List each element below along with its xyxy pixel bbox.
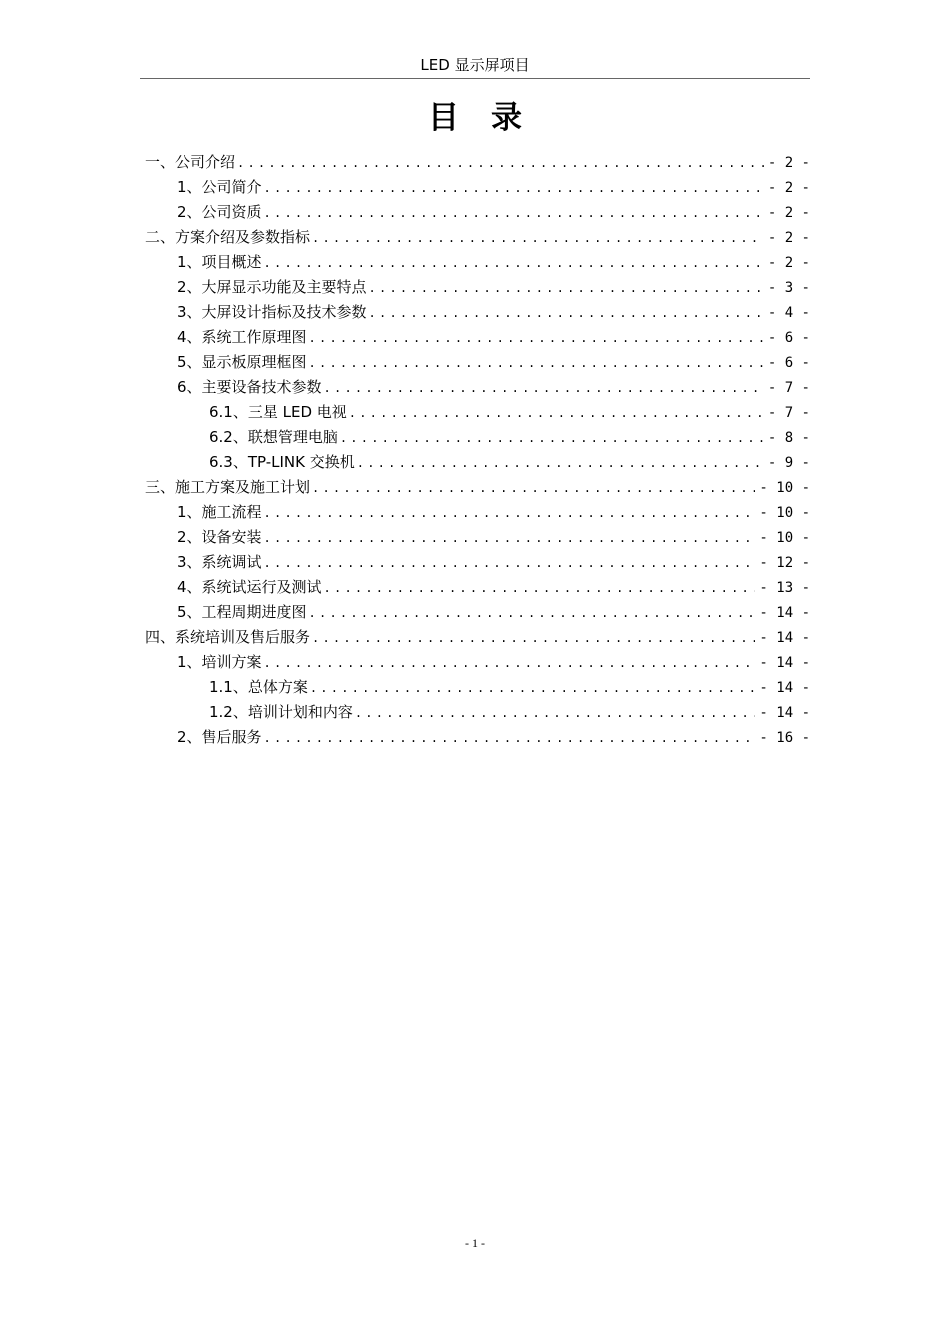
toc-entry-label[interactable]: 4、系统工作原理图 xyxy=(177,328,307,346)
toc-entry[interactable] xyxy=(145,175,810,200)
toc-entry[interactable] xyxy=(145,200,810,225)
toc-entry-label[interactable]: 2、设备安装 xyxy=(177,528,262,546)
toc-entry[interactable] xyxy=(145,500,810,525)
toc-entry[interactable] xyxy=(145,425,810,450)
dot-leader xyxy=(312,226,764,251)
toc-page-number: - 2 - xyxy=(767,230,810,246)
toc-entry[interactable] xyxy=(145,600,810,625)
dot-leader xyxy=(349,401,764,426)
dot-leader xyxy=(264,251,764,276)
toc-page-number: - 7 - xyxy=(767,380,810,396)
toc-page-number: - 6 - xyxy=(767,355,810,371)
toc-entry-label[interactable]: 1、培训方案 xyxy=(177,653,262,671)
toc-entry[interactable] xyxy=(145,225,810,250)
toc-page-number: - 3 - xyxy=(767,280,810,296)
dot-leader xyxy=(369,301,764,326)
toc-entry-label[interactable]: 3、系统调试 xyxy=(177,553,262,571)
toc-entry-label[interactable]: 5、显示板原理框图 xyxy=(177,353,307,371)
toc-entry-label[interactable]: 1.1、总体方案 xyxy=(209,678,308,696)
toc-entry-label[interactable]: 6.2、联想管理电脑 xyxy=(209,428,338,446)
dot-leader xyxy=(310,676,756,701)
toc-title: 目录 xyxy=(428,100,554,136)
toc-entry[interactable] xyxy=(145,700,810,725)
header-divider xyxy=(140,78,810,79)
dot-leader xyxy=(312,476,755,501)
toc-entry[interactable] xyxy=(145,550,810,575)
toc-entry-label[interactable]: 1.2、培训计划和内容 xyxy=(209,703,353,721)
toc-page-number: - 8 - xyxy=(767,430,810,446)
dot-leader xyxy=(237,151,764,176)
page-number-footer: - 1 - xyxy=(465,1236,485,1250)
toc-entry-label[interactable]: 1、项目概述 xyxy=(177,253,262,271)
toc-entry[interactable] xyxy=(145,575,810,600)
toc-entry[interactable] xyxy=(145,525,810,550)
toc-entry-label[interactable]: 二、方案介绍及参数指标 xyxy=(145,228,311,246)
dot-leader xyxy=(264,551,756,576)
toc-page-number: - 10 - xyxy=(759,480,810,496)
toc-entry-label[interactable]: 6、主要设备技术参数 xyxy=(177,378,322,396)
dot-leader xyxy=(264,526,756,551)
toc-page-number: - 14 - xyxy=(759,605,810,621)
dot-leader xyxy=(264,651,756,676)
toc-page-number: - 10 - xyxy=(759,530,810,546)
toc-entry[interactable] xyxy=(145,375,810,400)
toc-entry-label[interactable]: 一、公司介绍 xyxy=(145,153,236,171)
toc-entry[interactable] xyxy=(145,475,810,500)
toc-entry-label[interactable]: 6.3、TP-LINK 交换机 xyxy=(209,453,355,471)
dot-leader xyxy=(309,601,756,626)
dot-leader xyxy=(340,426,764,451)
toc-entry[interactable] xyxy=(145,300,810,325)
toc-entry[interactable] xyxy=(145,250,810,275)
toc-entry-label[interactable]: 2、公司资质 xyxy=(177,203,262,221)
dot-leader xyxy=(264,176,764,201)
toc-entry[interactable] xyxy=(145,725,810,750)
toc-page-number: - 14 - xyxy=(759,630,810,646)
toc-page-number: - 2 - xyxy=(767,255,810,271)
toc-page-number: - 2 - xyxy=(767,180,810,196)
dot-leader xyxy=(312,626,755,651)
dot-leader xyxy=(324,576,756,601)
toc-entry[interactable] xyxy=(145,350,810,375)
toc-entry[interactable] xyxy=(145,150,810,175)
toc-page-number: - 6 - xyxy=(767,330,810,346)
toc-page-number: - 16 - xyxy=(759,730,810,746)
dot-leader xyxy=(309,326,764,351)
toc-entry[interactable] xyxy=(145,275,810,300)
toc-entry[interactable] xyxy=(145,650,810,675)
toc-page-number: - 14 - xyxy=(759,655,810,671)
toc-page-number: - 2 - xyxy=(767,205,810,221)
toc-entry-label[interactable]: 6.1、三星 LED 电视 xyxy=(209,403,347,421)
dot-leader xyxy=(264,726,756,751)
dot-leader xyxy=(355,701,756,726)
toc-entry[interactable] xyxy=(145,675,810,700)
toc-page-number: - 7 - xyxy=(767,405,810,421)
toc-page-number: - 9 - xyxy=(767,455,810,471)
toc-page-number: - 13 - xyxy=(759,580,810,596)
toc-entry-label[interactable]: 1、公司简介 xyxy=(177,178,262,196)
toc-page-number: - 10 - xyxy=(759,505,810,521)
dot-leader xyxy=(369,276,764,301)
toc-entry-label[interactable]: 2、售后服务 xyxy=(177,728,262,746)
toc-page-number: - 14 - xyxy=(759,680,810,696)
toc-entry[interactable] xyxy=(145,325,810,350)
toc-entry-label[interactable]: 5、工程周期进度图 xyxy=(177,603,307,621)
toc-page-number: - 12 - xyxy=(759,555,810,571)
dot-leader xyxy=(309,351,764,376)
toc-entry-label[interactable]: 1、施工流程 xyxy=(177,503,262,521)
toc-entry[interactable] xyxy=(145,625,810,650)
toc-entry-label[interactable]: 三、施工方案及施工计划 xyxy=(145,478,311,496)
toc-entry-label[interactable]: 3、大屏设计指标及技术参数 xyxy=(177,303,367,321)
dot-leader xyxy=(264,501,756,526)
toc-page-number: - 4 - xyxy=(767,305,810,321)
toc-entry-label[interactable]: 2、大屏显示功能及主要特点 xyxy=(177,278,367,296)
toc-entry-label[interactable]: 四、系统培训及售后服务 xyxy=(145,628,311,646)
table-of-contents xyxy=(145,150,810,750)
toc-entry[interactable] xyxy=(145,400,810,425)
dot-leader xyxy=(324,376,764,401)
dot-leader xyxy=(264,201,764,226)
toc-entry-label[interactable]: 4、系统试运行及测试 xyxy=(177,578,322,596)
page-header: LED 显示屏项目 xyxy=(420,56,530,74)
toc-page-number: - 2 - xyxy=(767,155,810,171)
toc-page-number: - 14 - xyxy=(759,705,810,721)
toc-entry[interactable] xyxy=(145,450,810,475)
dot-leader xyxy=(357,451,764,476)
